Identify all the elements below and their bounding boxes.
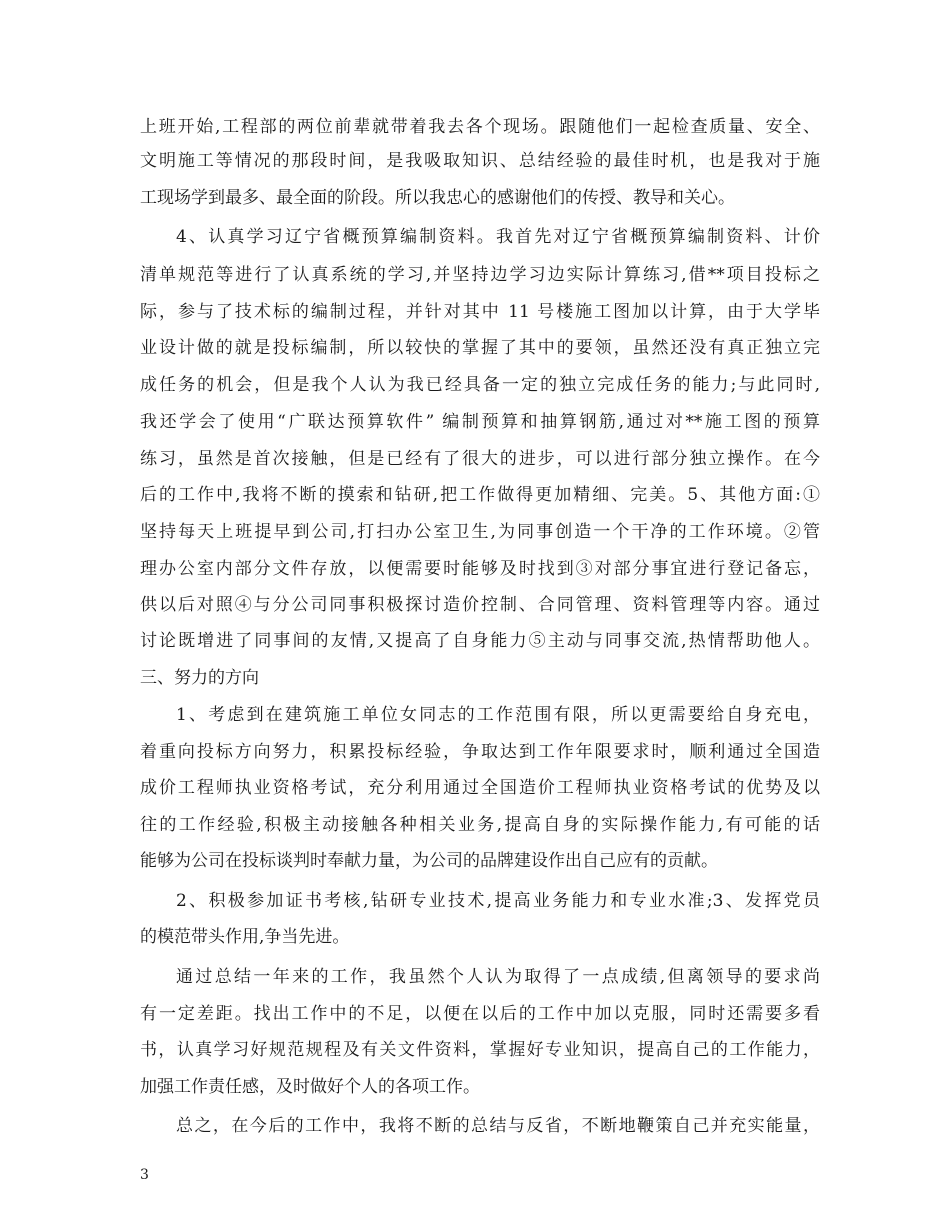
text-line: 1、考虑到在建筑施工单位女同志的工作范围有限，所以更需要给自身充电， <box>176 705 820 725</box>
text-line: 际，参与了技术标的编制过程，并针对其中 11 号楼施工图加以计算，由于大学毕 <box>140 302 820 322</box>
text-line: 4、认真学习辽宁省概预算编制资料。我首先对辽宁省概预算编制资料、计价 <box>176 227 820 247</box>
text-line: 通过总结一年来的工作，我虽然个人认为取得了一点成绩,但离领导的要求尚 <box>176 967 820 987</box>
text-line: 练习，虽然是首次接触，但是已经有了很大的进步，可以进行部分独立操作。在今 <box>140 449 820 469</box>
text-line: 着重向投标方向努力，积累投标经验，争取达到工作年限要求时，顺利通过全国造 <box>140 742 820 762</box>
text-line: 讨论既增进了同事间的友情,又提高了自身能力⑤主动与同事交流,热情帮助他人。 <box>140 631 820 651</box>
text-line: 2、积极参加证书考核,钻研专业技术,提高业务能力和专业水准;3、发挥党员 <box>176 891 820 911</box>
text-line: 工现场学到最多、最全面的阶段。所以我忠心的感谢他们的传授、教导和关心。 <box>140 188 735 208</box>
text-line: 文明施工等情况的那段时间，是我吸取知识、总结经验的最佳时机，也是我对于施 <box>140 151 820 171</box>
text-line: 书，认真学习好规范规程及有关文件资料，掌握好专业知识，提高自己的工作能力， <box>140 1040 820 1060</box>
text-line: 上班开始,工程部的两位前辈就带着我去各个现场。跟随他们一起检查质量、安全、 <box>140 117 820 137</box>
text-line: 业设计做的就是投标编制，所以较快的掌握了其中的要领，虽然还没有真正独立完 <box>140 338 820 358</box>
text-line: 总之，在今后的工作中，我将不断的总结与反省，不断地鞭策自己并充实能量， <box>176 1116 820 1136</box>
text-line: 理办公室内部分文件存放，以便需要时能够及时找到③对部分事宜进行登记备忘， <box>140 559 820 579</box>
section-heading: 三、努力的方向 <box>140 668 259 688</box>
text-line: 清单规范等进行了认真系统的学习,并坚持边学习边实际计算练习,借**项目投标之 <box>140 265 820 285</box>
text-line: 我还学会了使用“广联达预算软件” 编制预算和抽算钢筋,通过对**施工图的预算 <box>140 412 820 432</box>
page-number: 3 <box>140 1167 149 1183</box>
text-line: 成价工程师执业资格考试，充分利用通过全国造价工程师执业资格考试的优势及以 <box>140 778 820 798</box>
text-line: 能够为公司在投标谈判时奉献力量，为公司的品牌建设作出自己应有的贡献。 <box>140 851 718 871</box>
text-line: 往的工作经验,积极主动接触各种相关业务,提高自身的实际操作能力,有可能的话 <box>140 815 820 835</box>
text-line: 的模范带头作用,争当先进。 <box>140 927 350 947</box>
text-line: 加强工作责任感，及时做好个人的各项工作。 <box>140 1077 480 1097</box>
text-line: 供以后对照④与分公司同事积极探讨造价控制、合同管理、资料管理等内容。通过 <box>140 595 820 615</box>
text-line: 坚持每天上班提早到公司,打扫办公室卫生,为同事创造一个干净的工作环境。②管 <box>140 522 820 542</box>
text-line: 有一定差距。找出工作中的不足，以便在以后的工作中加以克服，同时还需要多看 <box>140 1004 820 1024</box>
text-line: 后的工作中,我将不断的摸索和钻研,把工作做得更加精细、完美。5、其他方面:① <box>140 485 820 505</box>
text-line: 成任务的机会，但是我个人认为我已经具备一定的独立完成任务的能力;与此同时, <box>140 375 820 395</box>
